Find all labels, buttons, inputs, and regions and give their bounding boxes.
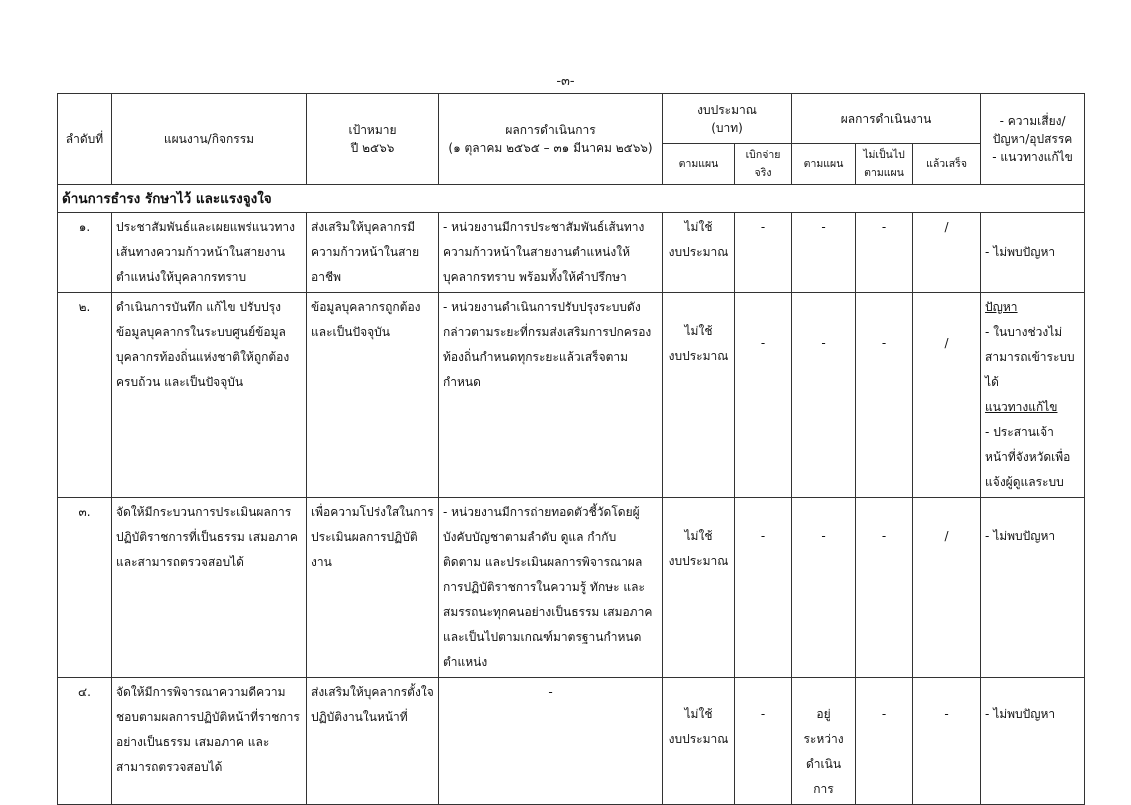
row-number: ๒. (58, 293, 112, 498)
table-row (58, 293, 1085, 498)
header-plan: แผนงาน/กิจกรรม (112, 94, 307, 185)
header-risk: - ความเสี่ยง/ ปัญหา/อุปสรรค - แนวทางแก้ไข (981, 94, 1085, 185)
header-prog-plan: ตามแผน (792, 144, 856, 185)
header-prog-not: ไม่เป็นไป ตามแผน (856, 144, 913, 185)
row-prog-plan: - (792, 213, 856, 293)
row-prog-plan: อยู่ ระหว่าง ดำเนินการ (792, 678, 856, 805)
row-budget-plan: ไม่ใช้ งบประมาณ (663, 293, 735, 498)
table-row (58, 213, 1085, 293)
row-budget-plan: ไม่ใช้ งบประมาณ (663, 213, 735, 293)
row-result: - หน่วยงานมีการประชาสัมพันธ์เส้นทางความก้าวหน้าในสายงานตำแหน่งให้บุคลากรทราบ พร้อมทั้งให้คำปรึกษา (439, 213, 663, 293)
row-prog-not: - (856, 498, 913, 678)
row-plan: จัดให้มีการพิจารณาความดีความชอบตามผลการปฏิบัติหน้าที่ราชการอย่างเป็นธรรม เสมอภาค และสามารถตรวจสอบได้ (112, 678, 307, 805)
row-prog-done: / (913, 213, 981, 293)
risk-solution-label: แนวทางแก้ไข (985, 400, 1058, 414)
header-result: ผลการดำเนินการ (๑ ตุลาคม ๒๕๖๕ – ๓๑ มีนาคม ๒๕๖๖) (439, 94, 663, 185)
table-row (58, 498, 1085, 678)
risk-problem-label: ปัญหา (985, 300, 1018, 314)
row-result: - (439, 678, 663, 805)
row-risk: - ไม่พบปัญหา (981, 213, 1085, 293)
row-number: ๑. (58, 213, 112, 293)
header-progress: ผลการดำเนินงาน (792, 94, 981, 144)
row-budget-spent: - (735, 498, 792, 678)
risk-problem: - ในบางช่วงไม่สามารถเข้าระบบได้ (985, 325, 1075, 389)
header-budget-spent: เบิกจ่าย จริง (735, 144, 792, 185)
row-prog-done: / (913, 498, 981, 678)
row-prog-not: - (856, 213, 913, 293)
row-budget-plan: ไม่ใช้ งบประมาณ (663, 678, 735, 805)
row-target: ข้อมูลบุคลากรถูกต้องและเป็นปัจจุบัน (307, 293, 439, 498)
row-plan: ประชาสัมพันธ์และเผยแพร่แนวทางเส้นทางความก้าวหน้าในสายงานตำแหน่งให้บุคลากรทราบ (112, 213, 307, 293)
row-budget-spent: - (735, 678, 792, 805)
row-risk: - ไม่พบปัญหา (981, 678, 1085, 805)
row-prog-done: / (913, 293, 981, 498)
row-number: ๔. (58, 678, 112, 805)
row-number: ๓. (58, 498, 112, 678)
header-budget: งบประมาณ (บาท) (663, 94, 792, 144)
risk-solution: - ประสานเจ้าหน้าที่จังหวัดเพื่อแจ้งผู้ดูแลระบบ (985, 425, 1071, 489)
row-prog-plan: - (792, 498, 856, 678)
header-order: ลำดับที่ (58, 94, 112, 185)
action-plan-table (57, 93, 1085, 805)
row-prog-done: - (913, 678, 981, 805)
row-budget-plan: ไม่ใช้ งบประมาณ (663, 498, 735, 678)
row-target: เพื่อความโปร่งใสในการประเมินผลการปฏิบัติงาน (307, 498, 439, 678)
row-prog-not: - (856, 678, 913, 805)
row-prog-plan: - (792, 293, 856, 498)
row-plan: จัดให้มีกระบวนการประเมินผลการปฏิบัติราชการที่เป็นธรรม เสมอภาค และสามารถตรวจสอบได้ (112, 498, 307, 678)
row-budget-spent: - (735, 293, 792, 498)
row-plan: ดำเนินการบันทึก แก้ไข ปรับปรุงข้อมูลบุคลากรในระบบศูนย์ข้อมูลบุคลากรท้องถิ่นแห่งชาติให้ถูกต้องครบถ้วน และเป็นปัจจุบัน (112, 293, 307, 498)
row-result: - หน่วยงานดำเนินการปรับปรุงระบบดังกล่าวตามระยะที่กรมส่งเสริมการปกครองท้องถิ่นกำหนดทุกระยะแล้วเสร็จตามกำหนด (439, 293, 663, 498)
page-number: -๓- (556, 74, 575, 89)
row-risk: - ไม่พบปัญหา (981, 498, 1085, 678)
header-budget-plan: ตามแผน (663, 144, 735, 185)
table-row (58, 678, 1085, 805)
header-prog-done: แล้วเสร็จ (913, 144, 981, 185)
row-budget-spent: - (735, 213, 792, 293)
row-target: ส่งเสริมให้บุคลากรมีความก้าวหน้าในสายอาชีพ (307, 213, 439, 293)
row-risk (981, 293, 1085, 498)
row-target: ส่งเสริมให้บุคลากรตั้งใจปฏิบัติงานในหน้าที่ (307, 678, 439, 805)
header-target: เป้าหมาย ปี ๒๕๖๖ (307, 94, 439, 185)
section-title: ด้านการธำรง รักษาไว้ และแรงจูงใจ (58, 185, 1085, 213)
row-result: - หน่วยงานมีการถ่ายทอดตัวชี้วัดโดยผู้บังคับบัญชาตามลำดับ ดูแล กำกับ ติดตาม และประเมินผลการพิจารณาผลการปฏิบัติราชการในความรู้ ทักษะ และสมรรถนะทุกคนอย่างเป็นธรรม เสมอภาค และเป็นไปตามเกณฑ์มาตรฐานกำหนดตำแหน่ง (439, 498, 663, 678)
row-prog-not: - (856, 293, 913, 498)
